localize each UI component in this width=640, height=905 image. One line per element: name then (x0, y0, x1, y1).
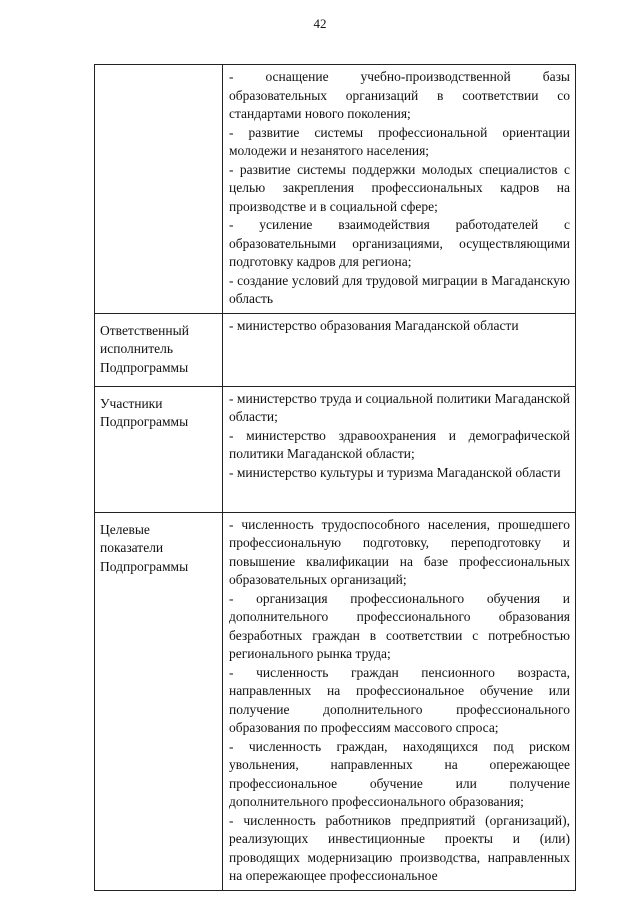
list-item: - оснащение учебно-производственной базы образовательных организаций в соответствии со стандартами нового поколения; (229, 69, 570, 121)
passport-table (94, 64, 576, 891)
list-item: - министерство культуры и туризма Магаданской области (229, 464, 561, 480)
list-item: - создание условий для трудовой миграции в Магаданскую область (229, 272, 570, 306)
list-item: - министерство здравоохранения и демографической политики Магаданской области; (229, 427, 570, 461)
list-item: - развитие системы поддержки молодых специалистов с целью закрепления профессиональных кадров на производстве и в социальной сфере; (229, 161, 570, 214)
list-item: - министерство образования Магаданской области (229, 317, 519, 333)
row-label-text: Целевые (100, 521, 150, 537)
table-row (95, 313, 576, 386)
list-item: - развитие системы профессиональной ориентации молодежи и незанятого населения; (229, 124, 570, 158)
list-item: - организация профессионального обучения и дополнительного профессионального образования безработных граждан в соответствии с потребностью регионального рынка труда; (229, 590, 570, 661)
row-label-text: показатели (100, 540, 164, 555)
table-row (95, 65, 576, 314)
list-item: - численность трудоспособного населения, прошедшего профессиональную подготовку, переподготовку и повышение квалификации на базе профессиональных образовательных организаций; (229, 516, 570, 587)
row-label-cell (95, 65, 223, 314)
row-content-cell (223, 65, 576, 314)
list-item: - министерство труда и социальной политики Магаданской области; (229, 390, 570, 424)
row-label-text: Подпрограммы (100, 414, 189, 429)
row-label-text: Ответственный (100, 322, 189, 338)
page-number: 42 (313, 16, 327, 31)
list-item: - усиление взаимодействия работодателей с образовательными организациями, осуществляющими подготовку кадров для региона; (229, 217, 570, 269)
list-item: - численность граждан, находящихся под риском увольнения, направленных на опережающее профессиональное обучение или получение дополнительного профессионального образования; (229, 738, 570, 809)
row-content-cell (223, 512, 576, 890)
row-label-cell (95, 512, 223, 890)
row-label-cell (95, 386, 223, 512)
row-label-cell (95, 313, 223, 386)
list-item: - численность граждан пенсионного возраста, направленных на профессиональное обучение или получение дополнительного профессионального образования по профессиям массового спроса; (229, 664, 570, 735)
list-item: - численность работников предприятий (организаций), реализующих инвестиционные проекты и (или) проводящих модернизацию производства, направленных на опережающее профессиональное (229, 812, 570, 883)
row-label-text: Участники (100, 395, 163, 411)
row-content-cell (223, 386, 576, 512)
row-content-cell (223, 313, 576, 386)
row-label-text: Подпрограммы (100, 558, 189, 574)
row-label-text: Подпрограммы (100, 359, 189, 375)
table-row (95, 512, 576, 890)
row-label-text: исполнитель (100, 341, 173, 356)
table-row (95, 386, 576, 512)
